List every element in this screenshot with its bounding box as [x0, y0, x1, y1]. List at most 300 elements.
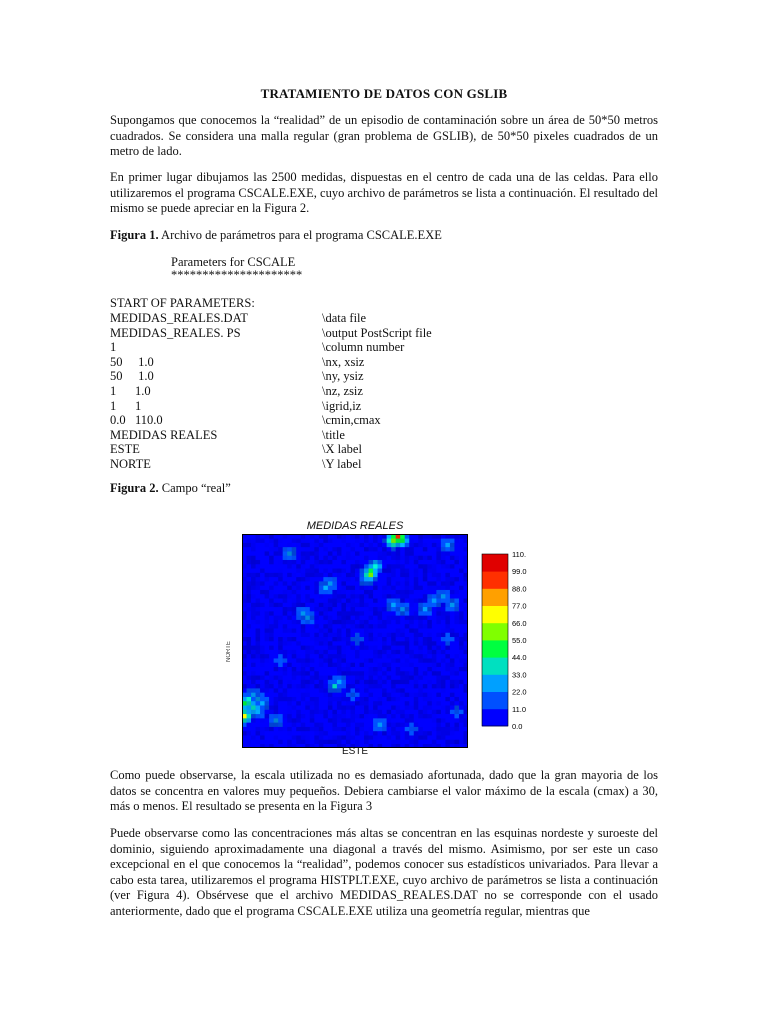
heatmap-cell: [278, 611, 283, 616]
heatmap-cell: [355, 705, 360, 710]
heatmap-cell: [323, 632, 328, 637]
heatmap-cell: [287, 675, 292, 680]
heatmap-cell: [454, 658, 459, 663]
heatmap-cell: [278, 684, 283, 689]
heatmap-cell: [296, 650, 301, 655]
heatmap-cell: [432, 697, 437, 702]
heatmap-cell: [459, 718, 464, 723]
heatmap-cell: [283, 684, 288, 689]
heatmap-cell: [256, 680, 261, 685]
heatmap-cell: [396, 722, 401, 727]
heatmap-cell: [256, 598, 261, 603]
heatmap-cell: [400, 628, 405, 633]
heatmap-cell: [346, 594, 351, 599]
heatmap-cell: [310, 594, 315, 599]
heatmap-cell: [350, 577, 355, 582]
heatmap-cell: [323, 602, 328, 607]
heatmap-cell: [328, 602, 333, 607]
heatmap-cell: [247, 731, 252, 736]
heatmap-cell: [310, 739, 315, 744]
heatmap-cell: [454, 692, 459, 697]
heatmap-cell: [378, 602, 383, 607]
heatmap-cell: [414, 628, 419, 633]
heatmap-cell: [405, 731, 410, 736]
heatmap-cell: [454, 598, 459, 603]
heatmap-cell: [292, 568, 297, 573]
heatmap-cell: [305, 641, 310, 646]
heatmap-cell: [396, 598, 401, 603]
heatmap-cell: [328, 611, 333, 616]
param-comment: \output PostScript file: [322, 325, 432, 340]
heatmap-cell: [387, 739, 392, 744]
heatmap-cell: [341, 602, 346, 607]
heatmap-cell: [355, 577, 360, 582]
heatmap-cell: [355, 607, 360, 612]
heatmap-cell: [256, 615, 261, 620]
heatmap-cell: [341, 585, 346, 590]
heatmap-cell: [319, 671, 324, 676]
heatmap-cell: [269, 632, 274, 637]
heatmap-cell: [423, 705, 428, 710]
heatmap-cell: [436, 667, 441, 672]
heatmap-cell: [432, 701, 437, 706]
heatmap-cell: [360, 543, 365, 548]
heatmap-cell: [441, 692, 446, 697]
heatmap-cell: [332, 675, 337, 680]
heatmap-cell: [441, 684, 446, 689]
heatmap-cell: [459, 722, 464, 727]
heatmap-cell: [405, 560, 410, 565]
param-comment: \nz, zsiz: [322, 384, 363, 398]
param-value: 1 1: [110, 398, 142, 413]
heatmap-cell: [310, 701, 315, 706]
heatmap-cell: [400, 654, 405, 659]
heatmap-cell: [459, 543, 464, 548]
heatmap-cell: [378, 632, 383, 637]
heatmap-cell: [346, 727, 351, 732]
heatmap-cell: [382, 590, 387, 595]
heatmap-cell: [414, 547, 419, 552]
heatmap-cell: [391, 602, 396, 607]
heatmap-cell: [432, 615, 437, 620]
heatmap-cell: [292, 615, 297, 620]
heatmap-cell: [274, 577, 279, 582]
heatmap-cell: [436, 662, 441, 667]
heatmap-cell: [256, 722, 261, 727]
heatmap-cell: [337, 598, 342, 603]
heatmap-cell: [360, 654, 365, 659]
heatmap-cell: [459, 739, 464, 744]
heatmap-cell: [418, 611, 423, 616]
heatmap-cell: [405, 620, 410, 625]
heatmap-cell: [287, 731, 292, 736]
colorbar-segment: [482, 571, 508, 589]
heatmap-cell: [296, 602, 301, 607]
heatmap-cell: [301, 538, 306, 543]
param-comment: \Y label: [322, 457, 362, 471]
heatmap-cell: [445, 547, 450, 552]
heatmap-cell: [423, 577, 428, 582]
heatmap-cell: [292, 611, 297, 616]
heatmap-cell: [414, 585, 419, 590]
heatmap-cell: [400, 658, 405, 663]
heatmap-cell: [278, 722, 283, 727]
heatmap-cell: [450, 615, 455, 620]
heatmap-cell: [450, 701, 455, 706]
heatmap-cell: [373, 654, 378, 659]
heatmap-cell: [436, 727, 441, 732]
heatmap-cell: [427, 628, 432, 633]
heatmap-cell: [305, 692, 310, 697]
heatmap-cell: [292, 688, 297, 693]
heatmap-cell: [314, 607, 319, 612]
heatmap-cell: [427, 714, 432, 719]
heatmap-cell: [454, 701, 459, 706]
heatmap-cell: [387, 709, 392, 714]
heatmap-cell: [287, 611, 292, 616]
heatmap-cell: [414, 697, 419, 702]
heatmap-cell: [323, 654, 328, 659]
heatmap-cell: [274, 709, 279, 714]
heatmap-cell: [409, 560, 414, 565]
heatmap-cell: [454, 684, 459, 689]
heatmap-cell: [441, 568, 446, 573]
heatmap-cell: [445, 731, 450, 736]
heatmap-cell: [400, 564, 405, 569]
heatmap-cell: [283, 645, 288, 650]
heatmap-cell: [328, 658, 333, 663]
heatmap-cell: [314, 739, 319, 744]
heatmap-cell: [341, 667, 346, 672]
heatmap-cell: [328, 632, 333, 637]
heatmap-cell: [418, 641, 423, 646]
heatmap-cell: [391, 594, 396, 599]
heatmap-cell: [409, 628, 414, 633]
heatmap-cell: [369, 632, 374, 637]
heatmap-cell: [454, 705, 459, 710]
heatmap-cell: [274, 718, 279, 723]
heatmap-cell: [432, 632, 437, 637]
heatmap-cell: [414, 594, 419, 599]
heatmap-cell: [292, 581, 297, 586]
heatmap-cell: [292, 628, 297, 633]
heatmap-cell: [337, 594, 342, 599]
heatmap-cell: [450, 581, 455, 586]
heatmap-cell: [314, 632, 319, 637]
heatmap-cell: [427, 662, 432, 667]
heatmap-cell: [341, 684, 346, 689]
heatmap-cell: [387, 637, 392, 642]
heatmap-cell: [432, 654, 437, 659]
heatmap-cell: [337, 573, 342, 578]
heatmap-cell: [364, 615, 369, 620]
heatmap-cell: [414, 645, 419, 650]
heatmap-cell: [265, 581, 270, 586]
heatmap-cell: [378, 611, 383, 616]
heatmap-cell: [287, 671, 292, 676]
heatmap-cell: [459, 662, 464, 667]
heatmap-cell: [287, 714, 292, 719]
heatmap-cell: [360, 650, 365, 655]
heatmap-cell: [423, 641, 428, 646]
heatmap-cell: [396, 714, 401, 719]
heatmap-cell: [432, 671, 437, 676]
heatmap-cell: [350, 637, 355, 642]
heatmap-cell: [355, 718, 360, 723]
heatmap-cell: [350, 573, 355, 578]
heatmap-cell: [296, 645, 301, 650]
heatmap-cell: [319, 581, 324, 586]
heatmap-cell: [251, 658, 256, 663]
heatmap-cell: [418, 731, 423, 736]
heatmap-cell: [332, 594, 337, 599]
heatmap-cell: [432, 598, 437, 603]
heatmap-cell: [355, 555, 360, 560]
heatmap-cell: [382, 675, 387, 680]
heatmap-cell: [310, 573, 315, 578]
heatmap-cell: [337, 688, 342, 693]
heatmap-cell: [432, 555, 437, 560]
heatmap-cell: [387, 538, 392, 543]
heatmap-cell: [265, 701, 270, 706]
heatmap-cell: [441, 615, 446, 620]
heatmap-cell: [373, 675, 378, 680]
heatmap-cell: [319, 538, 324, 543]
heatmap-cell: [454, 714, 459, 719]
heatmap-cell: [432, 709, 437, 714]
heatmap-cell: [346, 598, 351, 603]
heatmap-cell: [278, 654, 283, 659]
heatmap-cell: [278, 675, 283, 680]
heatmap-cell: [260, 573, 265, 578]
heatmap-cell: [382, 739, 387, 744]
heatmap-cell: [314, 628, 319, 633]
heatmap-cell: [450, 564, 455, 569]
heatmap-cell: [301, 637, 306, 642]
heatmap-cell: [450, 555, 455, 560]
heatmap-cell: [400, 620, 405, 625]
heatmap-cell: [269, 675, 274, 680]
heatmap-cell: [427, 641, 432, 646]
heatmap-cell: [314, 658, 319, 663]
heatmap-cell: [323, 701, 328, 706]
heatmap-cell: [319, 650, 324, 655]
param-comment: \title: [322, 427, 345, 442]
heatmap-cell: [378, 637, 383, 642]
heatmap-cell: [378, 714, 383, 719]
heatmap-cell: [387, 543, 392, 548]
heatmap-cell: [391, 705, 396, 710]
heatmap-cell: [382, 564, 387, 569]
heatmap-cell: [256, 568, 261, 573]
heatmap-cell: [283, 709, 288, 714]
heatmap-cell: [450, 568, 455, 573]
heatmap-cell: [337, 645, 342, 650]
heatmap-cell: [414, 739, 419, 744]
heatmap-cell: [310, 555, 315, 560]
heatmap-cell: [301, 722, 306, 727]
heatmap-cell: [341, 590, 346, 595]
heatmap-cell: [350, 564, 355, 569]
heatmap-cell: [409, 735, 414, 740]
heatmap-cell: [265, 709, 270, 714]
heatmap-cell: [328, 645, 333, 650]
heatmap-cell: [445, 688, 450, 693]
heatmap-cell: [314, 577, 319, 582]
heatmap-cell: [382, 585, 387, 590]
heatmap-cell: [287, 543, 292, 548]
heatmap-cell: [314, 684, 319, 689]
heatmap-cell: [382, 560, 387, 565]
heatmap-cell: [360, 568, 365, 573]
heatmap-cell: [305, 564, 310, 569]
heatmap-cell: [382, 645, 387, 650]
heatmap-cell: [260, 602, 265, 607]
heatmap-cell: [305, 722, 310, 727]
heatmap-cell: [283, 650, 288, 655]
heatmap-cell: [265, 714, 270, 719]
heatmap-cell: [260, 585, 265, 590]
heatmap-cell: [378, 658, 383, 663]
heatmap-cell: [409, 671, 414, 676]
heatmap-cell: [341, 577, 346, 582]
heatmap-cell: [332, 590, 337, 595]
heatmap-cell: [274, 697, 279, 702]
heatmap-cell: [396, 718, 401, 723]
heatmap-cell: [328, 607, 333, 612]
colorbar-tick-label: 0.0: [512, 722, 523, 730]
heatmap-cell: [396, 654, 401, 659]
heatmap-cell: [265, 632, 270, 637]
heatmap-cell: [441, 641, 446, 646]
heatmap-cell: [373, 615, 378, 620]
heatmap-cell: [319, 658, 324, 663]
heatmap-cell: [382, 718, 387, 723]
heatmap-cell: [256, 705, 261, 710]
heatmap-cell: [301, 551, 306, 556]
heatmap-cell: [296, 697, 301, 702]
heatmap-cell: [436, 714, 441, 719]
heatmap-cell: [323, 598, 328, 603]
heatmap-cell: [332, 722, 337, 727]
heatmap-cell: [450, 551, 455, 556]
heatmap-cell: [427, 555, 432, 560]
heatmap-cell: [391, 739, 396, 744]
heatmap-cell: [445, 675, 450, 680]
heatmap-cell: [396, 620, 401, 625]
heatmap-cell: [346, 547, 351, 552]
heatmap-cell: [355, 697, 360, 702]
heatmap-cell: [391, 538, 396, 543]
heatmap-cell: [405, 671, 410, 676]
heatmap-cell: [414, 624, 419, 629]
heatmap-cell: [265, 547, 270, 552]
heatmap-cell: [459, 598, 464, 603]
document-title: TRATAMIENTO DE DATOS CON GSLIB: [260, 86, 508, 101]
heatmap-cell: [373, 538, 378, 543]
heatmap-cell: [328, 577, 333, 582]
heatmap-cell: [301, 739, 306, 744]
param-comment: \X label: [322, 442, 362, 457]
heatmap-cell: [427, 709, 432, 714]
heatmap-cell: [319, 602, 324, 607]
heatmap-cell: [445, 680, 450, 685]
heatmap-cell: [301, 594, 306, 599]
heatmap-cell: [396, 573, 401, 578]
heatmap-cell: [454, 654, 459, 659]
heatmap-cell: [355, 692, 360, 697]
heatmap-cell: [378, 538, 383, 543]
heatmap-cell: [445, 709, 450, 714]
heatmap-cell: [441, 671, 446, 676]
heatmap-cell: [283, 735, 288, 740]
heatmap-cell: [247, 543, 252, 548]
heatmap-cell: [305, 671, 310, 676]
heatmap-cell: [269, 684, 274, 689]
heatmap-cell: [441, 709, 446, 714]
heatmap-cell: [418, 607, 423, 612]
heatmap-cell: [323, 680, 328, 685]
heatmap-cell: [418, 684, 423, 689]
heatmap-cell: [387, 692, 392, 697]
heatmap-cell: [378, 641, 383, 646]
heatmap-cell: [278, 671, 283, 676]
heatmap-cell: [364, 667, 369, 672]
heatmap-cell: [400, 555, 405, 560]
heatmap-cell: [251, 547, 256, 552]
heatmap-cell: [459, 697, 464, 702]
heatmap-cell: [274, 564, 279, 569]
heatmap-cell: [387, 581, 392, 586]
heatmap-cell: [256, 590, 261, 595]
heatmap-cell: [360, 739, 365, 744]
heatmap-cell: [396, 568, 401, 573]
heatmap-cell: [310, 697, 315, 702]
heatmap-cell: [360, 555, 365, 560]
heatmap-cell: [459, 555, 464, 560]
param-comment: \cmin,cmax: [322, 413, 381, 428]
heatmap-cell: [260, 684, 265, 689]
heatmap-cell: [382, 705, 387, 710]
param-value: 50 1.0: [110, 354, 154, 369]
heatmap-cell: [373, 735, 378, 740]
heatmap-cell: [269, 739, 274, 744]
heatmap-cell: [350, 654, 355, 659]
heatmap-cell: [310, 551, 315, 556]
heatmap-cell: [341, 650, 346, 655]
heatmap-cell: [350, 624, 355, 629]
heatmap-cell: [427, 615, 432, 620]
heatmap-cell: [360, 727, 365, 732]
heatmap-cell: [364, 620, 369, 625]
heatmap-cell: [323, 718, 328, 723]
heatmap-cell: [450, 739, 455, 744]
heatmap-cell: [454, 688, 459, 693]
heatmap-cell: [256, 543, 261, 548]
heatmap-cell: [350, 560, 355, 565]
heatmap-cell: [323, 573, 328, 578]
heatmap-cell: [427, 538, 432, 543]
heatmap-cell: [296, 573, 301, 578]
heatmap-cell: [314, 675, 319, 680]
heatmap-cell: [373, 611, 378, 616]
heatmap-cell: [373, 684, 378, 689]
heatmap-cell: [301, 602, 306, 607]
heatmap-cell: [251, 564, 256, 569]
heatmap-cell: [274, 688, 279, 693]
heatmap-cell: [305, 680, 310, 685]
heatmap-cell: [278, 718, 283, 723]
